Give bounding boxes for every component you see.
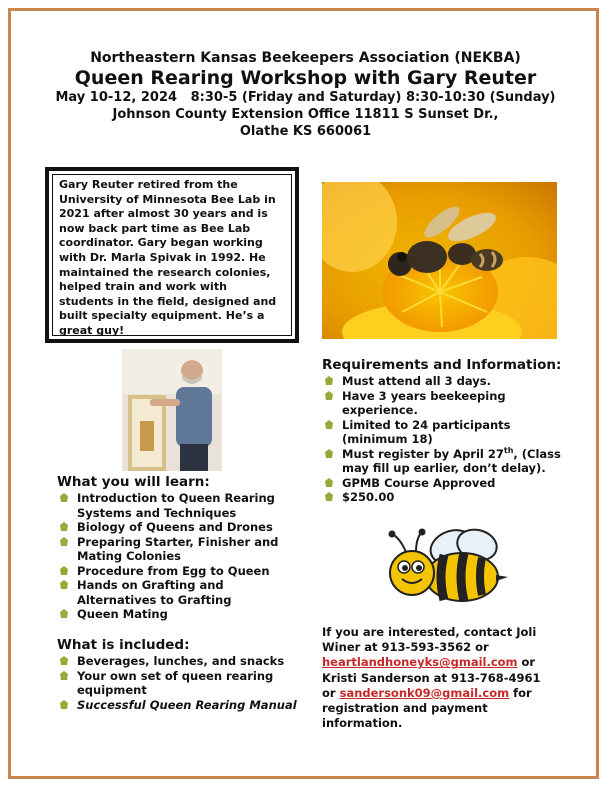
requirement-text-cont: , (Class may fill up earlier, don’t delay). bbox=[342, 446, 561, 475]
bullet-icon bbox=[59, 609, 69, 619]
bee-on-flower-photo bbox=[322, 182, 557, 339]
list-item bbox=[322, 476, 562, 491]
list-item bbox=[322, 389, 562, 418]
requirement-text: Must attend all 3 days. bbox=[342, 374, 491, 388]
learn-item-text: Procedure from Egg to Queen bbox=[77, 563, 270, 578]
list-item bbox=[57, 578, 297, 607]
contact-text: If you are interested, contact Joli Winer at 913-593-3562 or bbox=[322, 625, 537, 655]
learn-item-text: Biology of Queens and Drones bbox=[77, 520, 273, 534]
learn-section bbox=[57, 474, 297, 622]
price-text: $250.00 bbox=[342, 490, 395, 504]
learn-heading: What you will learn: bbox=[57, 474, 210, 490]
list-item bbox=[57, 520, 297, 535]
email-link-joli[interactable]: heartlandhoneyks@gmail.com bbox=[322, 655, 518, 670]
bullet-icon bbox=[324, 478, 334, 488]
bullet-icon bbox=[59, 700, 69, 710]
included-section bbox=[57, 637, 297, 712]
included-item-text: Successful Queen Rearing Manual bbox=[77, 697, 297, 712]
flyer-header bbox=[0, 50, 611, 140]
contact-text: or Kristi Sanderson at 913-768-4961 or bbox=[322, 655, 541, 700]
included-item-text: Beverages, lunches, and snacks bbox=[77, 654, 285, 668]
bullet-icon bbox=[59, 522, 69, 532]
bullet-icon bbox=[324, 449, 334, 459]
learn-item-text: Queen Mating bbox=[77, 607, 168, 621]
bullet-icon bbox=[59, 493, 69, 503]
bullet-icon bbox=[59, 671, 69, 681]
bullet-icon bbox=[324, 492, 334, 502]
list-item bbox=[57, 654, 297, 669]
requirements-list bbox=[322, 374, 562, 505]
requirement-text: Must register by April 27 bbox=[342, 446, 504, 461]
location-line-1: Johnson County Extension Office 11811 S Sunset Dr., bbox=[112, 107, 499, 122]
included-list bbox=[57, 654, 297, 712]
learn-item-text: Introduction to Queen Rearing Systems and Techniques bbox=[77, 491, 275, 520]
requirement-text: GPMB Course Approved bbox=[342, 475, 496, 490]
bullet-icon bbox=[324, 420, 334, 430]
list-item bbox=[322, 447, 562, 476]
learn-item-text: Preparing Starter, Finisher and Mating Colonies bbox=[77, 534, 279, 563]
email-link-kristi[interactable]: sandersonk09@gmail.com bbox=[339, 685, 510, 700]
included-item-text: Your own set of queen rearing equipment bbox=[77, 668, 274, 697]
location-line-2: Olathe KS 660061 bbox=[239, 124, 372, 139]
workshop-title: Queen Rearing Workshop with Gary Reuter bbox=[74, 67, 537, 89]
cartoon-bee-illustration bbox=[382, 525, 510, 607]
bullet-icon bbox=[324, 376, 334, 386]
learn-list bbox=[57, 491, 297, 622]
gary-reuter-photo bbox=[122, 349, 222, 471]
bullet-icon bbox=[59, 580, 69, 590]
list-item bbox=[57, 564, 297, 579]
list-item bbox=[57, 698, 297, 713]
requirements-section bbox=[322, 357, 562, 505]
list-item bbox=[57, 535, 297, 564]
requirements-heading: Requirements and Information: bbox=[322, 357, 562, 373]
included-heading: What is included: bbox=[57, 637, 190, 653]
bullet-icon bbox=[324, 391, 334, 401]
ordinal-suffix: th bbox=[503, 445, 514, 455]
contact-text: for registration and payment information. bbox=[322, 685, 532, 731]
bio-box bbox=[45, 167, 299, 343]
requirement-text: Limited to 24 participants (minimum 18) bbox=[342, 417, 511, 446]
bullet-icon bbox=[59, 537, 69, 547]
list-item bbox=[322, 490, 562, 505]
bullet-icon bbox=[59, 566, 69, 576]
workshop-dates: May 10-12, 2024 8:30-5 (Friday and Saturday) 8:30-10:30 (Sunday) bbox=[55, 90, 556, 105]
contact-info bbox=[322, 625, 554, 731]
learn-item-text: Hands on Grafting and Alternatives to Grafting bbox=[77, 578, 232, 607]
list-item bbox=[57, 607, 297, 622]
organization-name: Northeastern Kansas Beekeepers Association (NEKBA) bbox=[90, 50, 521, 66]
list-item bbox=[57, 669, 297, 698]
list-item bbox=[322, 418, 562, 447]
bullet-icon bbox=[59, 656, 69, 666]
requirement-text: Have 3 years beekeeping experience. bbox=[342, 388, 506, 417]
list-item bbox=[57, 491, 297, 520]
list-item bbox=[322, 374, 562, 389]
bio-text: Gary Reuter retired from the University of Minnesota Bee Lab in 2021 after almost 30 years and is now back part time as Bee Lab coordinator. Gary began working with Dr. Marla Spivak in 1992. He maintained the research colonies, helped train and work with students in the field, designed and built specialty equipment. He’s a great guy! bbox=[52, 174, 292, 336]
